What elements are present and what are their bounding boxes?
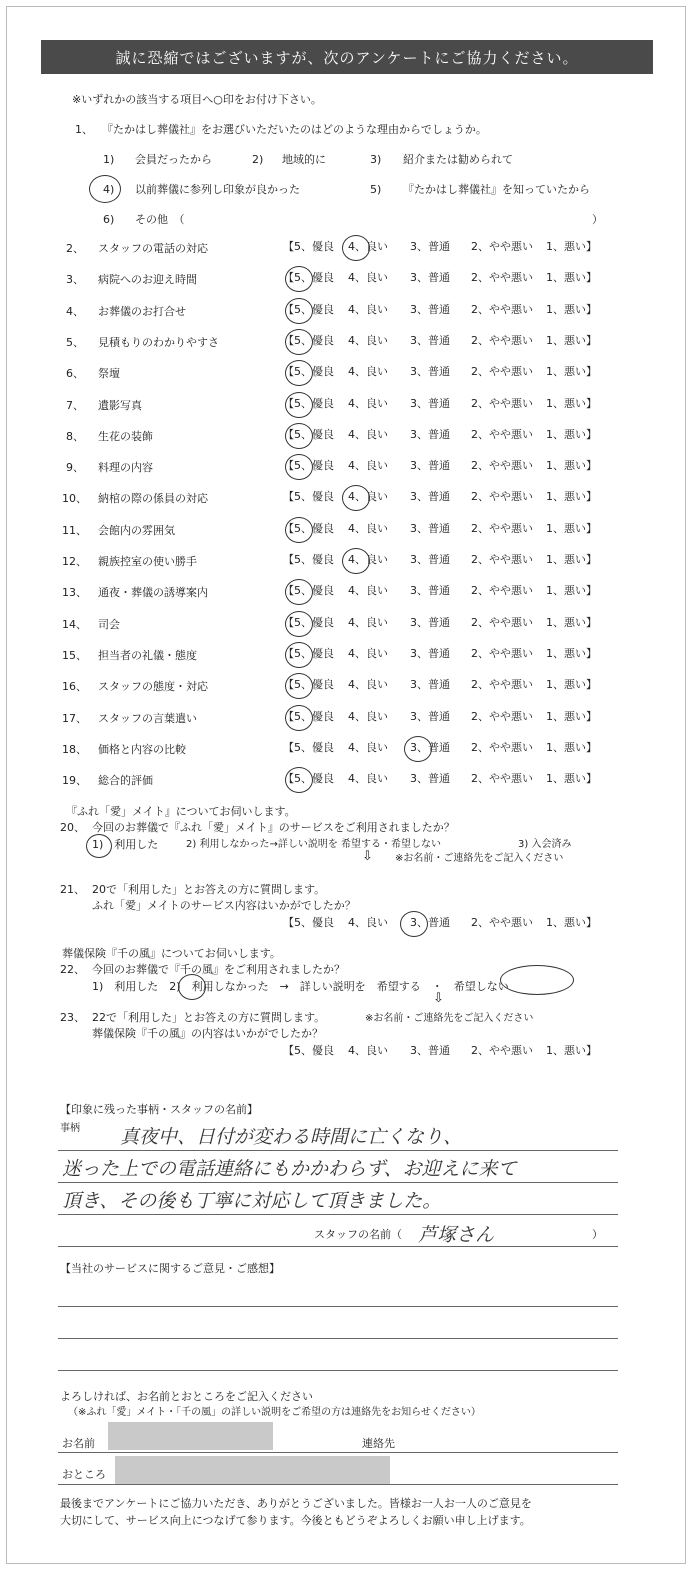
scale-5: 【5、優良 — [283, 647, 334, 660]
scale-2: 2、やや悪い — [471, 1044, 533, 1057]
answer-circle — [285, 360, 313, 386]
rating-row-number: 12、 — [62, 555, 87, 568]
scale-3: 3、普通 — [410, 240, 450, 253]
scale-4: 4、良い — [348, 1044, 388, 1057]
q1-option-5-num: 5) — [370, 183, 382, 196]
scale-5: 【5、優良 — [283, 1044, 334, 1057]
answer-circle — [285, 767, 313, 793]
rating-row-number: 19、 — [62, 774, 87, 787]
scale-3: 3、普通 — [410, 772, 450, 785]
q1-option-3-num: 3) — [370, 153, 382, 166]
staff-name-value: 芦塚さん — [418, 1224, 495, 1246]
answer-circle — [285, 454, 313, 480]
scale-4: 4、良い — [348, 428, 388, 441]
scale-5: 【5、優良 — [283, 553, 334, 566]
rating-row-number: 10、 — [62, 492, 87, 505]
scale-3: 3、普通 — [410, 710, 450, 723]
scale-1: 1、悪い】 — [546, 240, 597, 253]
rating-row-number: 3、 — [66, 273, 84, 286]
answer-circle — [400, 911, 428, 937]
scale-5: 【5、優良 — [283, 303, 334, 316]
rating-row-label: スタッフの言葉遣い — [98, 712, 197, 725]
scale-3: 3、普通 — [410, 647, 450, 660]
q20-number: 20、 — [60, 821, 85, 834]
q1-text: 『たかはし葬儀社』をお選びいただいたのはどのような理由からでしょうか。 — [102, 123, 487, 136]
scale-4: 4、良い — [348, 522, 388, 535]
scale-4: 4、良い — [348, 240, 388, 253]
scale-4: 4、良い — [348, 459, 388, 472]
scale-3: 3、普通 — [410, 553, 450, 566]
rating-row-label: 病院へのお迎え時間 — [98, 273, 197, 286]
scale-2: 2、やや悪い — [471, 240, 533, 253]
scale-5: 【5、優良 — [283, 334, 334, 347]
q23-text-b: 葬儀保険『千の風』の内容はいかがでしたか？ — [92, 1027, 323, 1040]
impression-line-1: 真夜中、日付が変わる時間に亡くなり、 — [120, 1126, 463, 1148]
scale-1: 1、悪い】 — [546, 459, 597, 472]
q20-note: ※お名前・ご連絡先をご記入ください — [395, 853, 564, 864]
rating-row-label: 見積もりのわかりやすさ — [98, 336, 219, 349]
rating-row-number: 7、 — [66, 399, 84, 412]
down-arrow-icon: ⇩ — [362, 849, 373, 864]
q21-text-b: ふれ「愛」メイトのサービス内容はいかがでしたか？ — [92, 899, 356, 912]
rating-row — [60, 459, 620, 475]
impression-line-2: 迷った上での電話連絡にもかかわらず、お迎えに来て — [62, 1158, 517, 1180]
scale-1: 1、悪い】 — [546, 772, 597, 785]
scale-3: 3、普通 — [410, 490, 450, 503]
scale-1: 1、悪い】 — [546, 490, 597, 503]
writing-line — [58, 1452, 618, 1453]
writing-line — [58, 1182, 618, 1183]
scale-2: 2、やや悪い — [471, 710, 533, 723]
rating-row — [60, 772, 620, 788]
scale-3: 3、普通 — [410, 365, 450, 378]
answer-circle — [342, 235, 370, 261]
scale-1: 1、悪い】 — [546, 741, 597, 754]
q1-option-3-label: 紹介または勧められて — [403, 153, 513, 166]
address-label: おところ — [62, 1468, 106, 1481]
answer-circle — [500, 965, 574, 995]
rating-row — [60, 365, 620, 381]
rating-row-number: 17、 — [62, 712, 87, 725]
down-arrow-icon: ⇩ — [433, 991, 444, 1006]
answer-circle — [404, 736, 432, 762]
answer-circle — [285, 298, 313, 324]
scale-4: 4、良い — [348, 710, 388, 723]
scale-4: 4、良い — [348, 584, 388, 597]
scale-2: 2、やや悪い — [471, 522, 533, 535]
scale-4: 4、良い — [348, 647, 388, 660]
scale-2: 2、やや悪い — [471, 741, 533, 754]
scale-5: 【5、優良 — [283, 772, 334, 785]
scale-1: 1、悪い】 — [546, 1044, 597, 1057]
scale-3: 3、普通 — [410, 584, 450, 597]
q23-text-a: 22で「利用した」とお答えの方に質問します。 — [92, 1011, 326, 1024]
writing-line — [58, 1484, 618, 1485]
q20-option-1: 1) 利用した — [92, 838, 159, 851]
scale-1: 1、悪い】 — [546, 916, 597, 929]
scale-2: 2、やや悪い — [471, 334, 533, 347]
rating-row-number: 14、 — [62, 618, 87, 631]
staff-name-close: ） — [592, 1228, 603, 1241]
rating-row — [60, 303, 620, 319]
rating-row — [60, 553, 620, 569]
scale-5: 【5、優良 — [283, 240, 334, 253]
writing-line — [58, 1338, 618, 1339]
rating-row-number: 13、 — [62, 586, 87, 599]
scale-2: 2、やや悪い — [471, 490, 533, 503]
answer-circle — [342, 548, 370, 574]
scale-5: 【5、優良 — [283, 710, 334, 723]
answer-circle — [285, 579, 313, 605]
rating-row-number: 4、 — [66, 305, 84, 318]
q1-option-6-num: 6) — [103, 213, 115, 226]
q1-option-1-label: 会員だったから — [135, 153, 212, 166]
scale-4: 4、良い — [348, 772, 388, 785]
answer-circle — [285, 329, 313, 355]
writing-line — [58, 1306, 618, 1307]
scale-3: 3、普通 — [410, 271, 450, 284]
answer-circle — [285, 611, 313, 637]
staff-name-label: スタッフの名前（ — [314, 1228, 402, 1241]
scale-2: 2、やや悪い — [471, 365, 533, 378]
q20-option-3: 3) 入会済み — [518, 839, 572, 850]
q23-number: 23、 — [60, 1011, 85, 1024]
rating-row-number: 8、 — [66, 430, 84, 443]
scale-4: 4、良い — [348, 334, 388, 347]
scale-1: 1、悪い】 — [546, 365, 597, 378]
answer-circle — [285, 673, 313, 699]
scale-2: 2、やや悪い — [471, 397, 533, 410]
rating-row — [60, 678, 620, 694]
scale-5: 【5、優良 — [283, 678, 334, 691]
scale-1: 1、悪い】 — [546, 303, 597, 316]
q1-option-1-num: 1) — [103, 153, 115, 166]
rating-row-label: 通夜・葬儀の誘導案内 — [98, 586, 208, 599]
scale-3: 3、普通 — [410, 522, 450, 535]
name-redaction — [108, 1422, 273, 1450]
contact-note: （※ふれ「愛」メイト・「千の風」の詳しい説明をご希望の方は連絡先をお知らせください） — [68, 1407, 481, 1418]
scale-5: 【5、優良 — [283, 522, 334, 535]
q22-number: 22、 — [60, 963, 85, 976]
scale-3: 3、普通 — [410, 741, 450, 754]
writing-line — [58, 1214, 618, 1215]
opinion-heading: 【当社のサービスに関するご意見・ご感想】 — [60, 1262, 280, 1275]
scale-1: 1、悪い】 — [546, 584, 597, 597]
q1-option-2-label: 地域的に — [282, 153, 326, 166]
scale-5: 【5、優良 — [283, 459, 334, 472]
rating-row-number: 15、 — [62, 649, 87, 662]
scale-1: 1、悪い】 — [546, 334, 597, 347]
scale-1: 1、悪い】 — [546, 428, 597, 441]
scale-2: 2、やや悪い — [471, 428, 533, 441]
answer-circle — [285, 642, 313, 668]
scale-2: 2、やや悪い — [471, 553, 533, 566]
rating-row — [60, 741, 620, 757]
page-banner: 誠に恐縮ではございますが、次のアンケートにご協力ください。 — [41, 40, 653, 74]
scale-2: 2、やや悪い — [471, 584, 533, 597]
scale-2: 2、やや悪い — [471, 647, 533, 660]
scale-5: 【5、優良 — [283, 397, 334, 410]
closing-line-2: 大切にして、サービス向上につなげて参ります。今後ともどうぞよろしくお願い申し上げます。 — [60, 1514, 531, 1527]
q1-option-4-num: 4) — [103, 183, 115, 196]
hoken-heading: 葬儀保険『千の風』についてお伺いします。 — [62, 947, 281, 960]
scale-5: 【5、優良 — [283, 428, 334, 441]
rating-row-label: スタッフの電話の対応 — [98, 242, 208, 255]
rating-row-label: 納棺の際の係員の対応 — [98, 492, 208, 505]
rating-row-number: 5、 — [66, 336, 84, 349]
scale-3: 3、普通 — [410, 1044, 450, 1057]
contact-heading: よろしければ、お名前とおところをご記入ください — [60, 1390, 313, 1403]
answer-circle — [285, 266, 313, 292]
rating-row-label: 生花の装飾 — [98, 430, 153, 443]
scale-1: 1、悪い】 — [546, 616, 597, 629]
rating-row-number: 9、 — [66, 461, 84, 474]
rating-row — [60, 271, 620, 287]
scale-2: 2、やや悪い — [471, 616, 533, 629]
rating-row — [60, 334, 620, 350]
q20-text: 今回のお葬儀で『ふれ「愛」メイト』のサービスをご利用されましたか？ — [92, 821, 455, 834]
fureai-heading: 『ふれ「愛」メイト』についてお伺いします。 — [66, 805, 296, 818]
scale-5: 【5、優良 — [283, 616, 334, 629]
scale-1: 1、悪い】 — [546, 397, 597, 410]
rating-row — [60, 397, 620, 413]
answer-circle — [285, 423, 313, 449]
scale-2: 2、やや悪い — [471, 916, 533, 929]
scale-5: 【5、優良 — [283, 584, 334, 597]
rating-row-label: お葬儀のお打合せ — [98, 305, 186, 318]
rating-row-label: 司会 — [98, 618, 120, 631]
answer-circle — [89, 175, 121, 203]
scale-4: 4、良い — [348, 553, 388, 566]
rating-row-label: 祭壇 — [98, 367, 120, 380]
scale-3: 3、普通 — [410, 428, 450, 441]
scale-4: 4、良い — [348, 616, 388, 629]
scale-2: 2、やや悪い — [471, 772, 533, 785]
scale-3: 3、普通 — [410, 616, 450, 629]
rating-row — [60, 490, 620, 506]
scale-1: 1、悪い】 — [546, 678, 597, 691]
scale-5: 【5、優良 — [283, 916, 334, 929]
scale-3: 3、普通 — [410, 397, 450, 410]
q23-note: ※お名前・ご連絡先をご記入ください — [365, 1013, 534, 1024]
rating-row-label: スタッフの態度・対応 — [98, 680, 208, 693]
scale-5: 【5、優良 — [283, 271, 334, 284]
answer-circle — [178, 974, 206, 1000]
scale-4: 4、良い — [348, 303, 388, 316]
rating-row-label: 料理の内容 — [98, 461, 153, 474]
q1-option-6-label: その他 （ — [135, 213, 185, 226]
rating-row — [60, 710, 620, 726]
impression-line-3: 頂き、その後も丁寧に対応して頂きました。 — [62, 1190, 442, 1212]
rating-row — [60, 616, 620, 632]
answer-circle — [285, 705, 313, 731]
rating-row — [60, 522, 620, 538]
rating-row-number: 16、 — [62, 680, 87, 693]
scale-3: 3、普通 — [410, 916, 450, 929]
q1-option-4-label: 以前葬儀に参列し印象が良かった — [135, 183, 300, 196]
writing-line — [58, 1370, 618, 1371]
q22-text: 今回のお葬儀で『千の風』をご利用されましたか？ — [92, 963, 345, 976]
rating-row-label: 親族控室の使い勝手 — [98, 555, 197, 568]
rating-row-number: 18、 — [62, 743, 87, 756]
rating-row-label: 遺影写真 — [98, 399, 142, 412]
scale-5: 【5、優良 — [283, 741, 334, 754]
rating-row-label: 会館内の雰囲気 — [98, 524, 175, 537]
scale-2: 2、やや悪い — [471, 303, 533, 316]
rating-row-label: 価格と内容の比較 — [98, 743, 186, 756]
writing-line — [58, 1150, 618, 1151]
rating-row-number: 6、 — [66, 367, 84, 380]
name-label: お名前 — [62, 1437, 95, 1450]
scale-1: 1、悪い】 — [546, 271, 597, 284]
q1-option-5-label: 『たかはし葬儀社』を知っていたから — [403, 183, 590, 196]
scale-3: 3、普通 — [410, 303, 450, 316]
rating-row-label: 総合的評価 — [98, 774, 153, 787]
scale-2: 2、やや悪い — [471, 459, 533, 472]
impression-heading: 【印象に残った事柄・スタッフの名前】 — [60, 1103, 258, 1116]
scale-5: 【5、優良 — [283, 365, 334, 378]
address-redaction — [115, 1456, 390, 1484]
rating-row-number: 2、 — [66, 242, 84, 255]
scale-4: 4、良い — [348, 397, 388, 410]
tel-label: 連絡先 — [362, 1437, 395, 1450]
rating-row-number: 11、 — [62, 524, 87, 537]
writing-line — [58, 1246, 618, 1247]
q20-option-2: 2) 利用しなかった→詳しい説明を 希望する・希望しない — [186, 839, 441, 850]
scale-4: 4、良い — [348, 271, 388, 284]
q21-text-a: 20で「利用した」とお答えの方に質問します。 — [92, 883, 326, 896]
answer-circle — [342, 485, 370, 511]
scale-2: 2、やや悪い — [471, 678, 533, 691]
q1-option-2-num: 2) — [252, 153, 264, 166]
answer-circle — [285, 517, 313, 543]
scale-4: 4、良い — [348, 678, 388, 691]
answer-circle — [285, 392, 313, 418]
scale-1: 1、悪い】 — [546, 710, 597, 723]
rating-row — [60, 647, 620, 663]
scale-2: 2、やや悪い — [471, 271, 533, 284]
impression-jigara-label: 事柄 — [60, 1123, 80, 1134]
closing-line-1: 最後までアンケートにご協力いただき、ありがとうございました。皆様お一人お一人のご意見を — [60, 1497, 532, 1510]
scale-1: 1、悪い】 — [546, 647, 597, 660]
scale-1: 1、悪い】 — [546, 553, 597, 566]
scale-5: 【5、優良 — [283, 490, 334, 503]
scale-3: 3、普通 — [410, 334, 450, 347]
scale-4: 4、良い — [348, 365, 388, 378]
rating-row — [60, 428, 620, 444]
scale-4: 4、良い — [348, 490, 388, 503]
scale-3: 3、普通 — [410, 459, 450, 472]
q1-number: 1、 — [75, 123, 93, 136]
rating-row — [60, 584, 620, 600]
q22-options: 1) 利用した 2) 利用しなかった → 詳しい説明を 希望する ・ 希望しない — [92, 980, 509, 993]
scale-4: 4、良い — [348, 916, 388, 929]
rating-row — [60, 240, 620, 256]
instruction-text: ※いずれかの該当する項目へ○印をお付け下さい。 — [72, 93, 322, 106]
scale-3: 3、普通 — [410, 678, 450, 691]
rating-row-label: 担当者の礼儀・態度 — [98, 649, 197, 662]
scale-4: 4、良い — [348, 741, 388, 754]
answer-circle — [86, 834, 112, 858]
q1-close-paren: ） — [592, 213, 603, 226]
scale-1: 1、悪い】 — [546, 522, 597, 535]
q21-number: 21、 — [60, 883, 85, 896]
